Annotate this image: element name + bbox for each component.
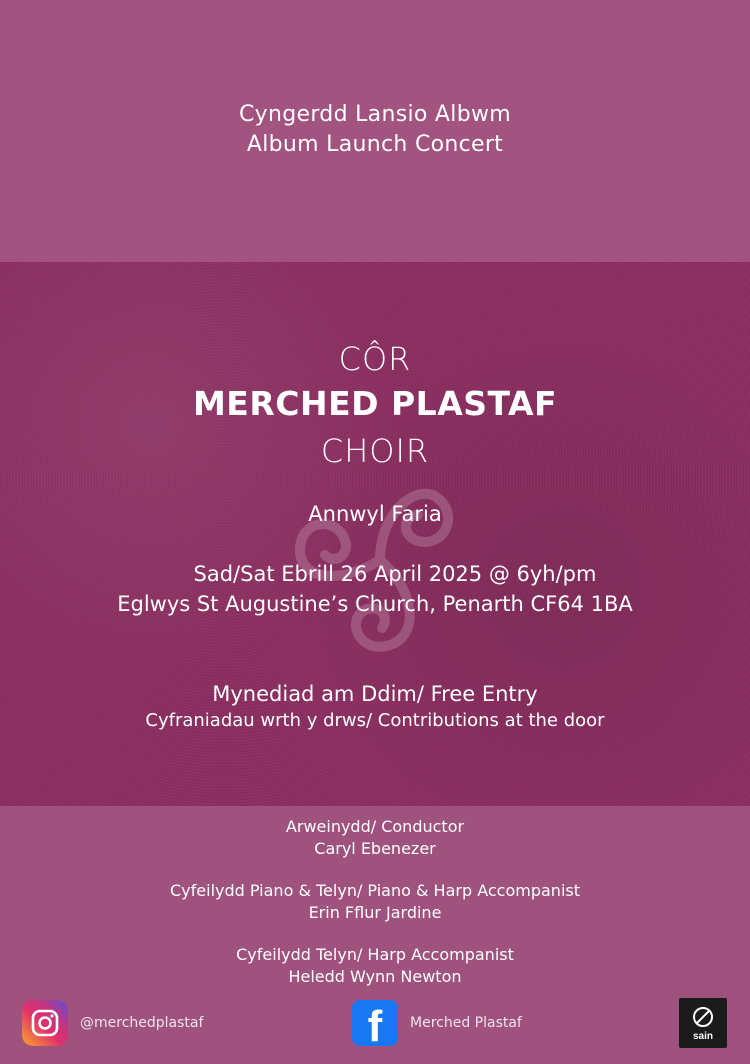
- entry-info: Mynediad am Ddim/ Free Entry: [212, 682, 538, 706]
- credit-role-conductor: Arweinydd/ Conductor: [285, 817, 465, 836]
- choir-name: MERCHED PLASTAF: [192, 384, 558, 423]
- header-title-welsh: Cyngerdd Lansio Albwm: [239, 102, 511, 127]
- sain-logo-text: sain: [692, 1030, 713, 1042]
- event-venue: Eglwys St Augustine’s Church, Penarth CF64 1BA: [117, 592, 633, 616]
- choir-prefix: CÔR: [338, 340, 412, 378]
- credit-person-conductor: Caryl Ebenezer: [314, 839, 436, 858]
- instagram-link[interactable]: [22, 1000, 203, 1046]
- contributions-info: Cyfraniadau wrth y drws/ Contributions at the door: [145, 710, 605, 731]
- facebook-icon: f: [352, 1000, 398, 1046]
- choir-suffix: CHOIR: [320, 432, 430, 470]
- event-title: Annwyl Faria: [308, 502, 442, 526]
- credit-person-piano-harp: Erin Fflur Jardine: [308, 903, 442, 922]
- facebook-page-name: Merched Plastaf: [410, 1015, 522, 1031]
- instagram-icon: [22, 1000, 68, 1046]
- header-title-english: Album Launch Concert: [246, 132, 504, 157]
- instagram-handle: @merchedplastaf: [80, 1015, 204, 1031]
- credit-role-harp: Cyfeilydd Telyn/ Harp Accompanist: [236, 945, 514, 964]
- sain-logo: [679, 998, 727, 1048]
- credit-role-piano-harp: Cyfeilydd Piano & Telyn/ Piano & Harp Accompanist: [170, 881, 580, 900]
- credit-person-harp: Heledd Wynn Newton: [288, 967, 462, 986]
- facebook-link[interactable]: [352, 1000, 522, 1046]
- event-date: Sad/Sat Ebrill 26 April 2025 @ 6yh/pm: [193, 562, 597, 586]
